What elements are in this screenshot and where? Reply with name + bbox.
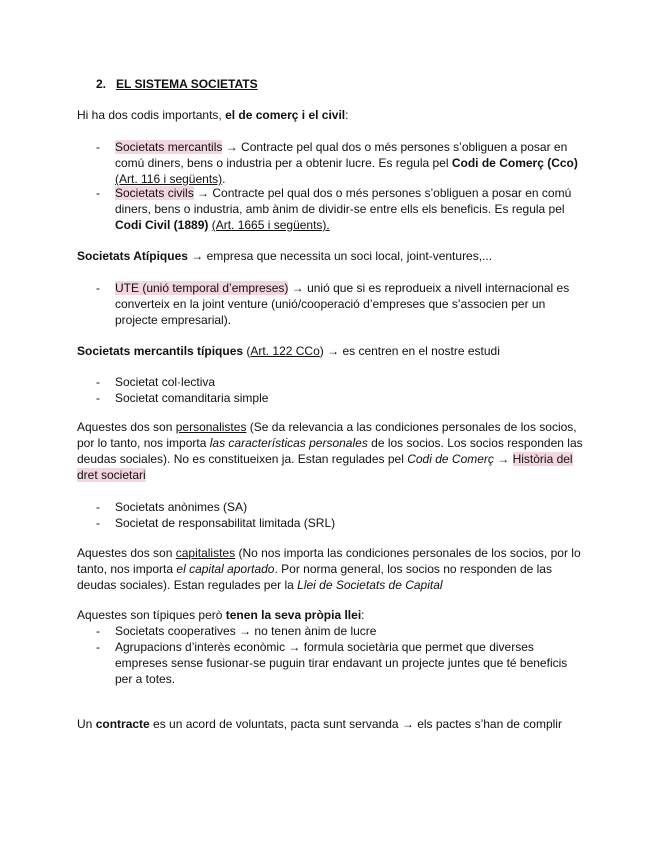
propia-llei-paragraph: Aquestes son típiques però tenen la seva pròpia llei: bbox=[77, 608, 365, 622]
capitalistes-paragraph: Aquestes dos son capitalistes (No nos importa las condiciones personales de los socios, por lo bbox=[77, 546, 581, 560]
list-bullet: - bbox=[96, 281, 100, 295]
list-item: Societats cooperatives → no tenen ànim de lucre bbox=[115, 624, 377, 638]
list-item: Societats anònimes (SA) bbox=[115, 500, 248, 514]
document-page: 2. EL SISTEMA SOCIETATS Hi ha dos codis importants, el de comerç i el civil: - Societats mercantils → Contracte pel qual dos o més persones s’obliguen a posar en comú diners, bens o industria per a obtenir lucre. Es regula pel Codi de Comerç (Cco) (Art. 116 i següents). - Societats civils → Contracte pel qual dos o més persones s’obliguen a posar en comú diners, bens o industria, amb ànim de dividir-se entre ells els beneficis. Es regula pel Codi Civil (1889) (Art. 1665 i següents). Societats Atípiques → empresa que necessita un soci local, joint-ventures,... - UTE (unió temporal d’empreses) → unió que si es reprodueix a nivell internacional es converteix en la joint venture (unió/cooperació d’empreses que s’associen per un projecte empresarial). Societats mercantils típiques (Art. 122 CCo) → es centren en el nostre estudi - Societat col·lectiva - Societat comanditaria simple Aquestes dos son personalistes (Se da relevancia a las condiciones personales de los socios, por lo tanto, nos importa las características personales de los socios. Los socios responden las deudas sociales). No es constitueixen ja. Estan regulades pel Codi de Comerç → Història del dret societari - Societats anònimes (SA) - Societat de responsabilitat limitada (SRL) Aquestes dos son capitalistes (No nos importa las condiciones personales de los socios, por lo tanto, nos importa el capital aportado. Por norma general, los socios no responden de las deudas sociales). Estan regulades per la Llei de Societats de Capital Aquestes son típiques però tenen la seva pròpia llei: - Societats cooperatives → no tenen ànim de lucre - Agrupacions d’interès econòmic → formula societària que permet que diverses empreses sense fusionar-se puguin tirar endavant un projecte juntes que té beneficis per a totes. Un contracte es un acord de voluntats, pacta sunt servanda → els pactes s’han de complir bbox=[77, 77, 583, 731]
list-item: Societat de responsabilitat limitada (SRL) bbox=[115, 516, 336, 530]
list-item: Societat comanditaria simple bbox=[115, 391, 269, 405]
list-item: Societat col·lectiva bbox=[115, 375, 216, 389]
list-bullet: - bbox=[96, 391, 100, 405]
contracte-paragraph: Un contracte es un acord de voluntats, pacta sunt servanda → els pactes s’han de complir bbox=[77, 717, 562, 731]
personalistes-paragraph: Aquestes dos son personalistes (Se da relevancia a las condiciones personales de los socios, bbox=[77, 420, 577, 434]
atipiques-paragraph: Societats Atípiques → empresa que necessita un soci local, joint-ventures,... bbox=[77, 249, 493, 263]
list-bullet: - bbox=[96, 375, 100, 389]
heading-text: EL SISTEMA SOCIETATS bbox=[116, 77, 258, 91]
list-bullet: - bbox=[96, 140, 100, 154]
heading-number: 2. bbox=[96, 77, 107, 91]
intro-paragraph: Hi ha dos codis importants, el de comerç i el civil: bbox=[77, 108, 349, 122]
list-item: Agrupacions d’interès econòmic → formula societària que permet que diverses bbox=[115, 640, 534, 654]
list-bullet: - bbox=[96, 516, 100, 530]
list-bullet: - bbox=[96, 624, 100, 638]
tipiques-paragraph: Societats mercantils típiques (Art. 122 CCo) → es centren en el nostre estudi bbox=[77, 344, 500, 358]
list-item-ute: UTE (unió temporal d’empreses) → unió que si es reprodueix a nivell internacional es bbox=[115, 281, 570, 295]
list-bullet: - bbox=[96, 186, 100, 200]
list-item-civils: Societats civils → Contracte pel qual dos o més persones s’obliguen a posar en comú bbox=[115, 186, 572, 200]
section-heading bbox=[96, 76, 258, 92]
list-bullet: - bbox=[96, 500, 100, 514]
list-item-mercantils: Societats mercantils → Contracte pel qual dos o més persones s’obliguen a posar en bbox=[115, 140, 568, 154]
list-bullet: - bbox=[96, 640, 100, 654]
